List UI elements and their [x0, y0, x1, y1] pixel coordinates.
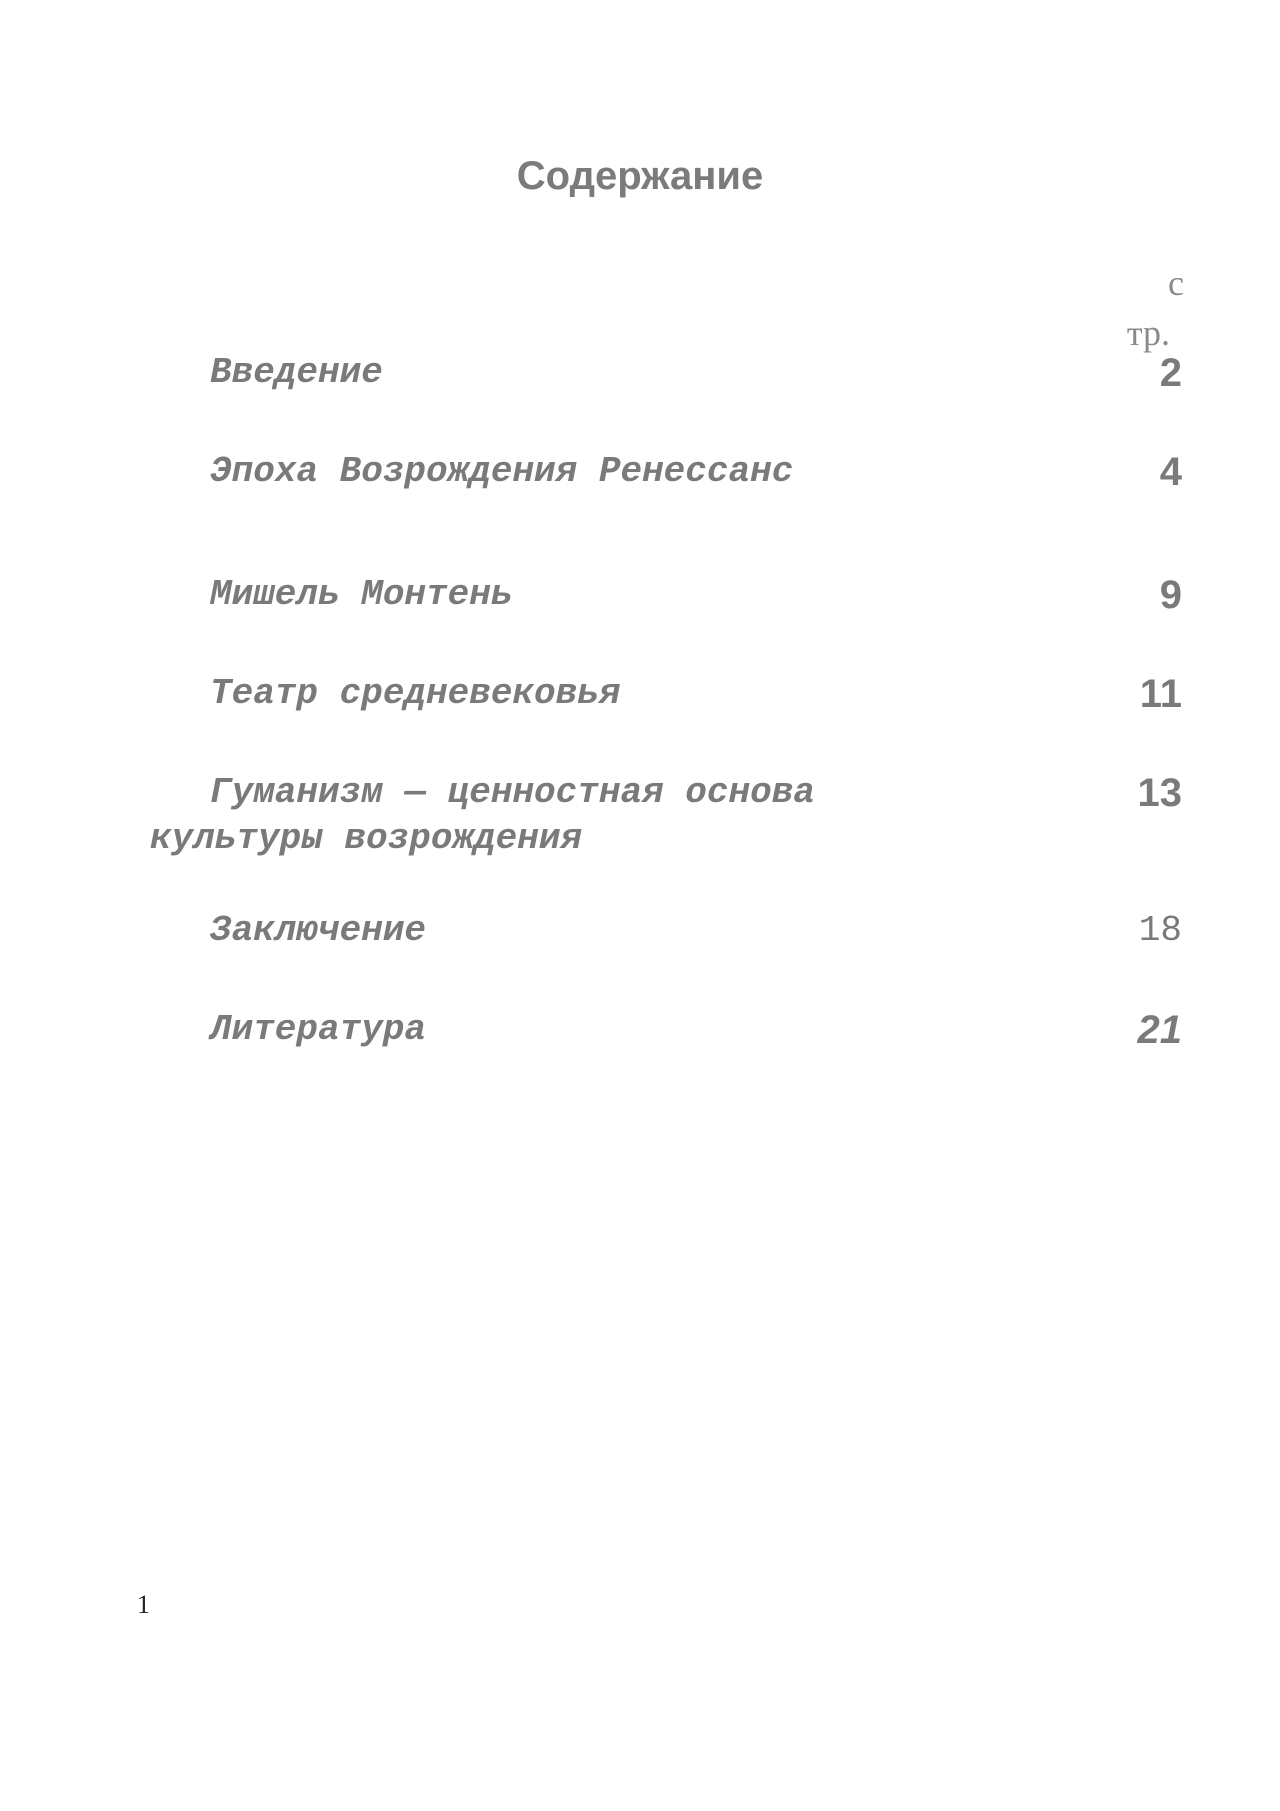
toc-entry-introduction: [150, 350, 1182, 396]
toc-entry-page: 21: [1137, 1008, 1182, 1052]
toc-entry-title: Театр средневековья: [210, 673, 621, 714]
toc-entry-page: 9: [1159, 573, 1182, 617]
toc-entry-medieval-theatre: [150, 671, 1182, 717]
toc-entry-title: Эпоха Возрождения Ренессанс: [210, 451, 794, 492]
toc-entry-literature: [150, 1007, 1182, 1053]
toc-entry-humanism: [150, 770, 1182, 862]
toc-entry-conclusion: [150, 908, 1182, 954]
toc-entry-page: 11: [1139, 672, 1182, 716]
page-column-header-part2: тр.: [1126, 313, 1170, 353]
toc-entry-title: Введение: [210, 352, 383, 393]
page-column-header: [1110, 258, 1200, 358]
page-column-header-part1: с: [1168, 263, 1184, 303]
toc-entry-page: 13: [1137, 771, 1182, 815]
toc-entry-title: Заключение: [210, 910, 427, 951]
toc-entry-title: Литература: [210, 1009, 427, 1050]
toc-entry-page: 4: [1159, 450, 1182, 494]
toc-entry-renaissance: [150, 449, 1182, 495]
toc-entry-title: Гуманизм — ценностная основа культуры возрождения: [150, 772, 815, 859]
toc-entry-montaigne: [150, 572, 1182, 618]
toc-entry-page: 2: [1159, 351, 1182, 395]
page-number: 1: [137, 1590, 150, 1619]
toc-entry-page: 18: [1138, 910, 1182, 951]
page-title: Содержание: [516, 154, 764, 198]
toc-entry-title: Мишель Монтень: [210, 574, 513, 615]
